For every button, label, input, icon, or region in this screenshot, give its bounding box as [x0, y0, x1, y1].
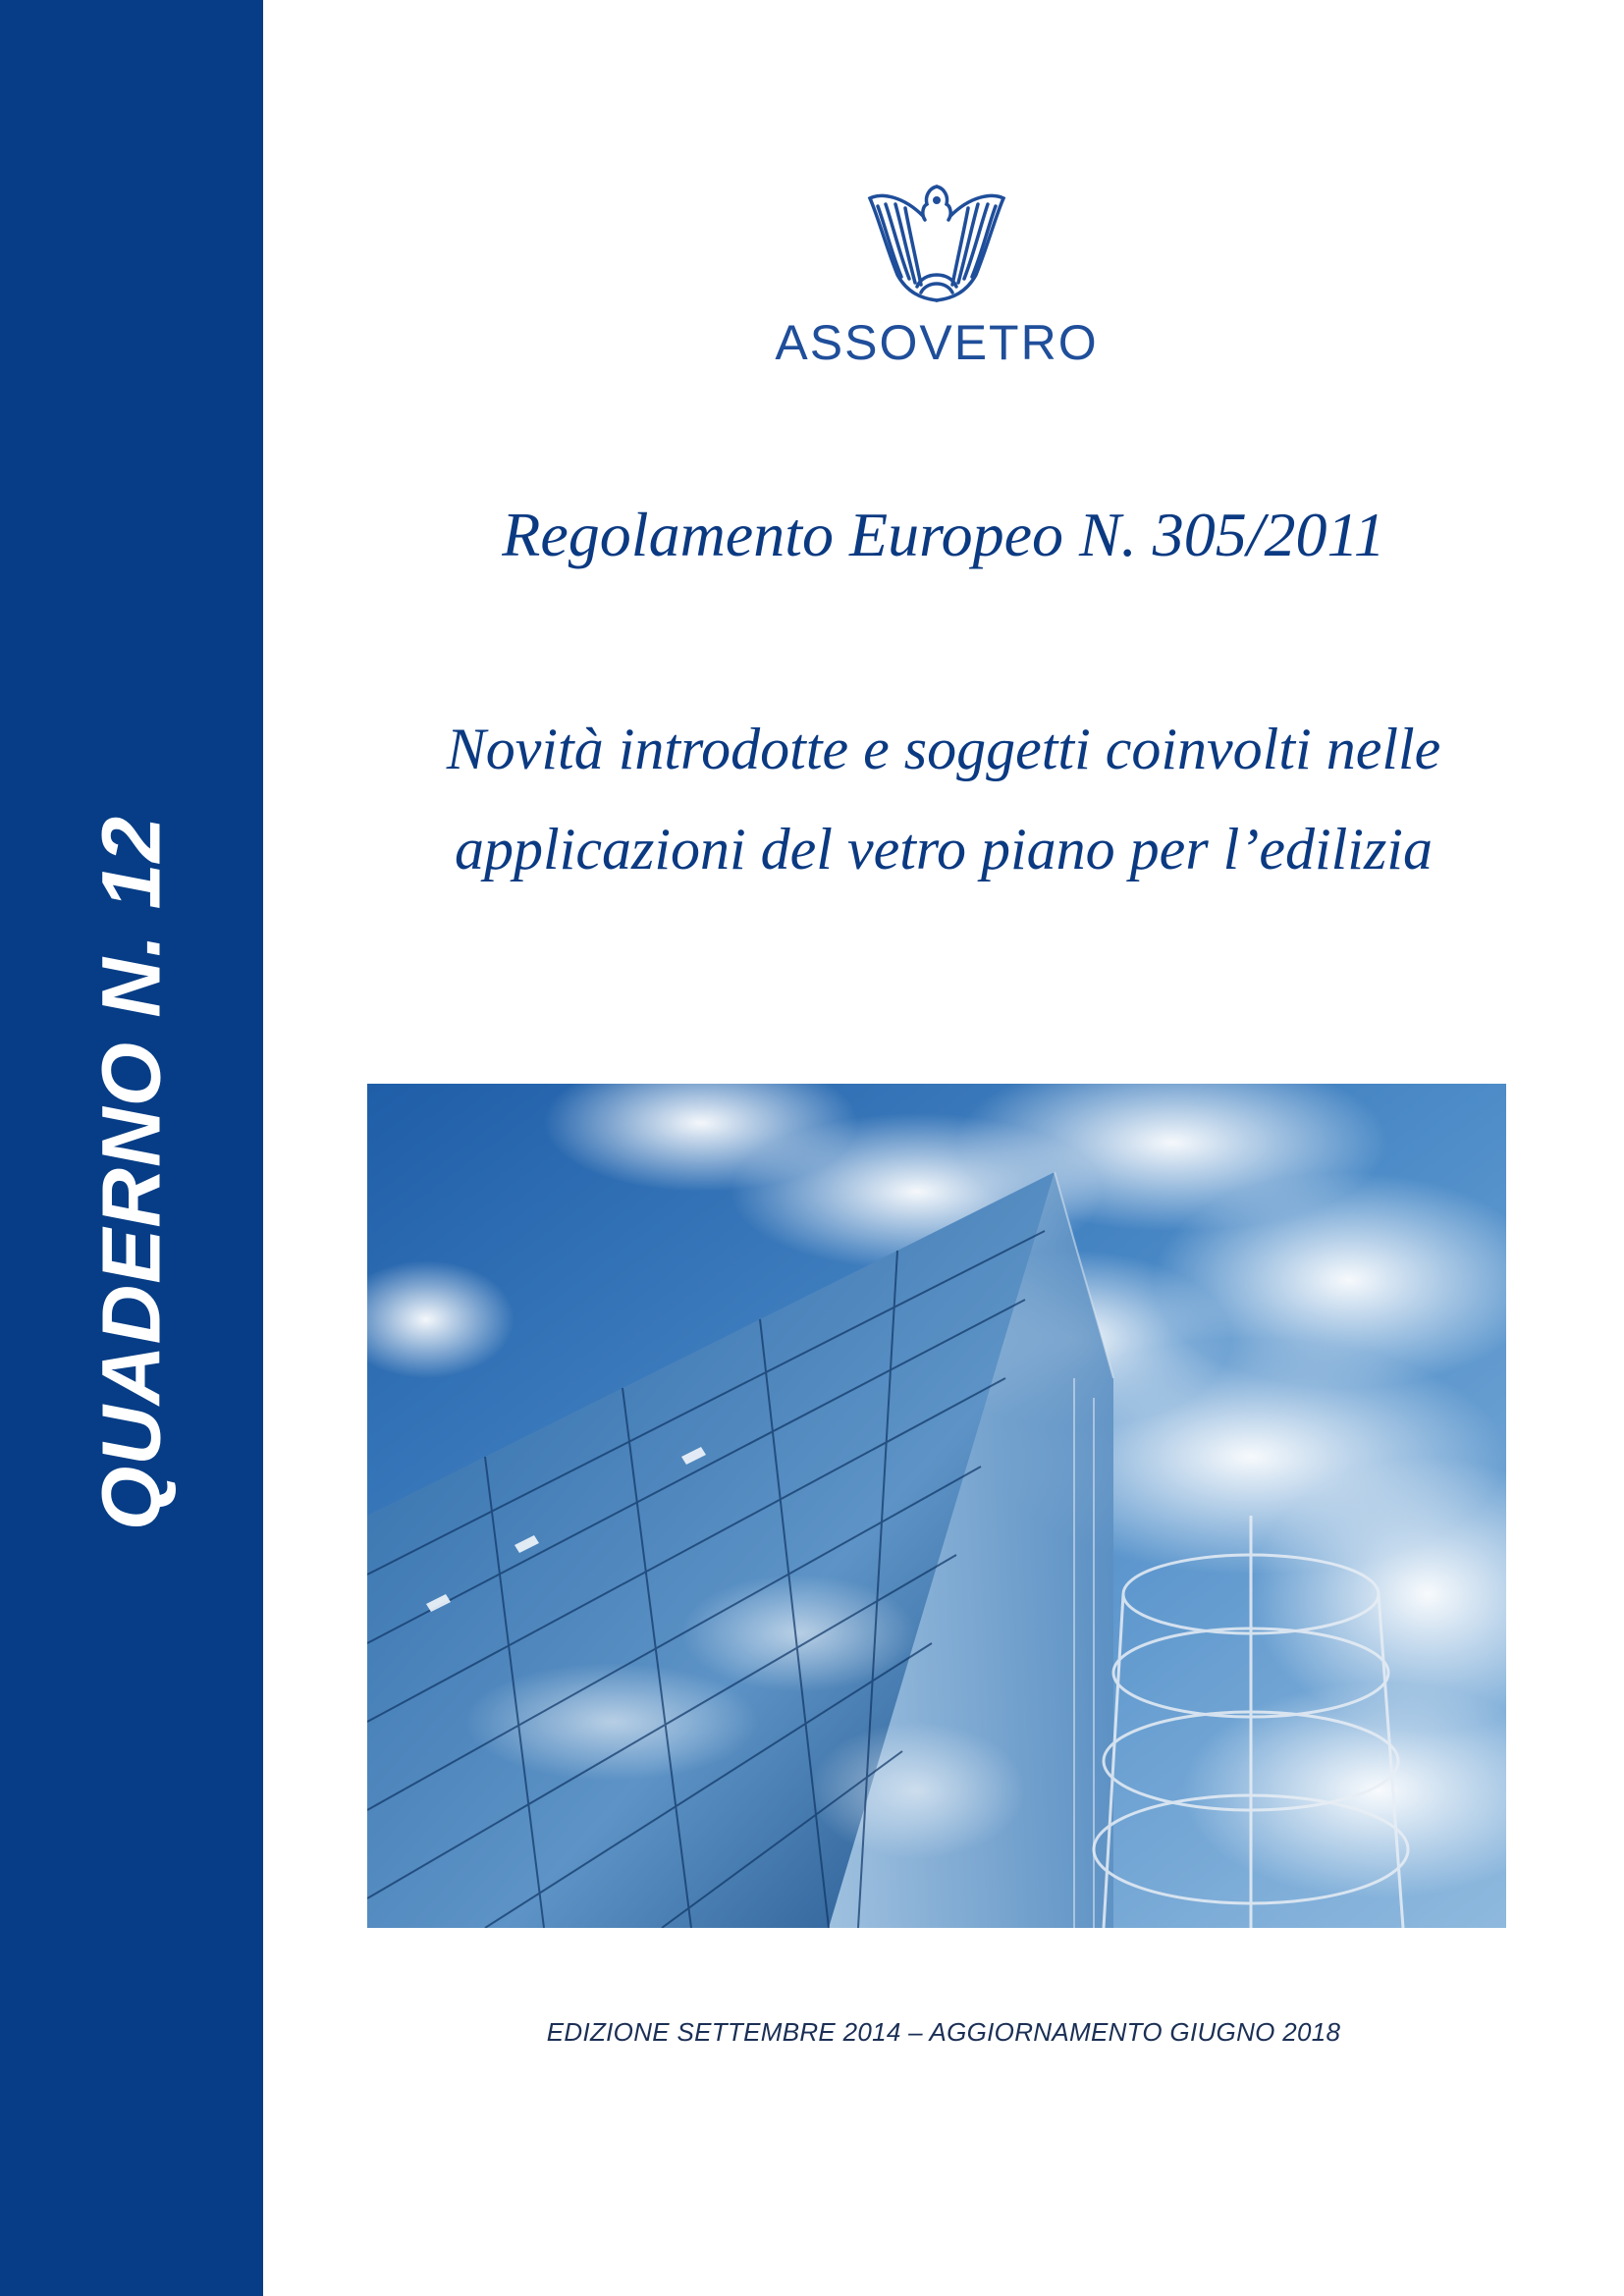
document-subtitle — [263, 699, 1624, 899]
cover-photo — [367, 1084, 1506, 1928]
edition-note: EDIZIONE SETTEMBRE 2014 – AGGIORNAMENTO GIUGNO 2018 — [546, 2017, 1341, 2047]
eagle-emblem-icon — [864, 177, 1009, 309]
logo-wordmark: ASSOVETRO — [775, 315, 1099, 370]
subtitle-line-2: applicazioni del vetro piano per l’edilizia — [455, 817, 1433, 881]
document-title: Regolamento Europeo N. 305/2011 — [502, 500, 1385, 569]
quaderno-label: QUADERNO N. 12 — [84, 815, 178, 1531]
subtitle-line-1: Novità introdotte e soggetti coinvolti nelle — [446, 717, 1441, 781]
sidebar-band — [0, 0, 263, 2296]
